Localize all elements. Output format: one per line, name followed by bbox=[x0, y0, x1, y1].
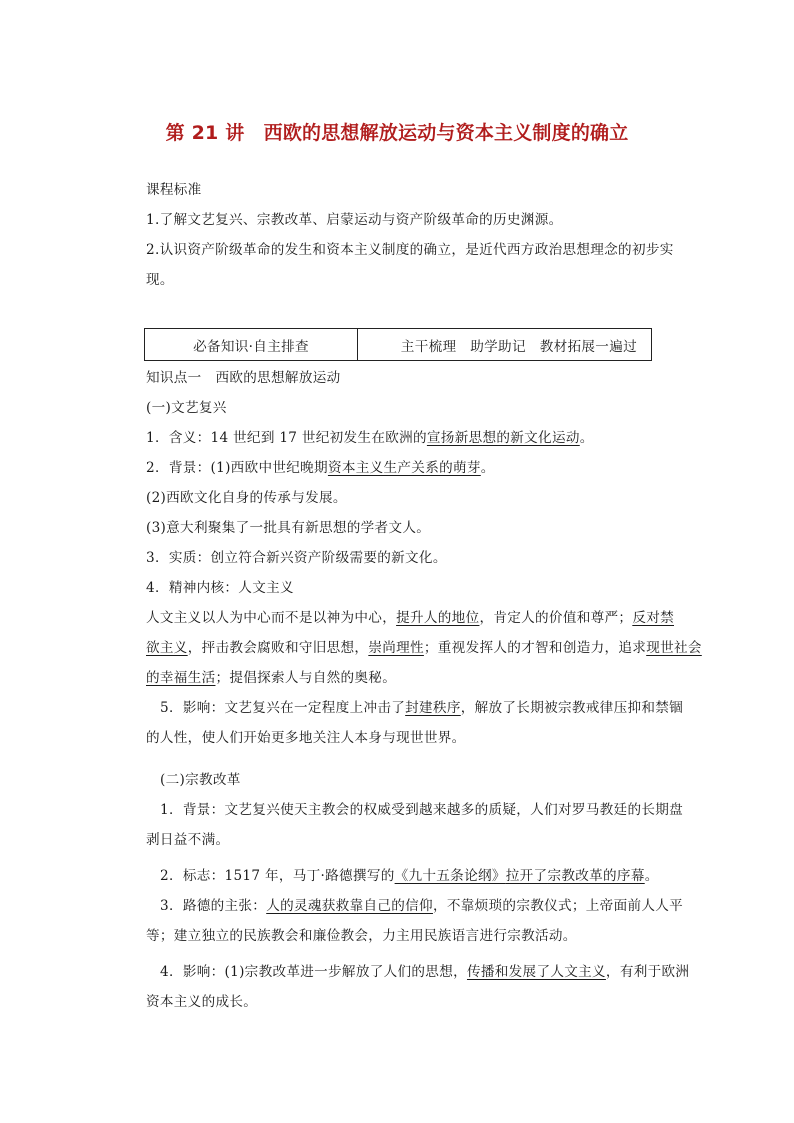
text-segment: 2．标志：1517 年，马丁·路德撰写的 bbox=[160, 868, 395, 884]
renaissance-background-2: (2)西欧文化自身的传承与发展。 bbox=[146, 490, 347, 506]
text-segment: 4．影响：(1)宗教改革进一步解放了人们的思想， bbox=[160, 964, 467, 980]
reformation-marker bbox=[160, 866, 700, 886]
text-segment: ，有利于欧洲 bbox=[605, 964, 690, 980]
text-segment: 1．含义：14 世纪到 17 世纪初发生在欧洲的 bbox=[146, 430, 427, 446]
banner-left-label: 必备知识·自主排查 bbox=[145, 329, 358, 360]
text-segment: ；提倡探索人与自然的奥秘。 bbox=[215, 670, 397, 686]
text-segment: 。 bbox=[579, 430, 594, 446]
text-segment: 人文主义以人为中心而不是以神为中心， bbox=[146, 610, 397, 626]
text-segment: ，肯定人的价值和尊严； bbox=[479, 610, 633, 626]
reformation-impact-line-2: 资本主义的成长。 bbox=[146, 994, 258, 1010]
text-segment: 。 bbox=[480, 460, 495, 476]
renaissance-background-3: (3)意大利聚集了一批具有新思想的学者文人。 bbox=[146, 520, 431, 536]
renaissance-essence: 3．实质：创立符合新兴资产阶级需要的新文化。 bbox=[146, 550, 447, 566]
underlined-key-term: 传播和发展了人文主义 bbox=[466, 964, 606, 980]
humanism-para-line-1 bbox=[146, 608, 686, 628]
humanism-para-line-3 bbox=[146, 668, 686, 688]
standard-item-2-line-1: 2.认识资产阶级革命的发生和资本主义制度的确立，是近代西方政治思想理念的初步实 bbox=[146, 242, 674, 258]
section-renaissance-heading: (一)文艺复兴 bbox=[146, 400, 227, 416]
underlined-key-term: 人的灵魂获救靠自己的信仰 bbox=[266, 898, 433, 914]
renaissance-definition bbox=[146, 428, 686, 448]
section-reformation-heading: (二)宗教改革 bbox=[160, 772, 241, 788]
text-segment: 2．背景：(1)西欧中世纪晚期 bbox=[146, 460, 328, 476]
text-segment: 5．影响：文艺复兴在一定程度上冲击了 bbox=[160, 700, 406, 716]
underlined-key-term: 现世社会 bbox=[646, 640, 702, 656]
reformation-background-line-1: 1．背景：文艺复兴使天主教会的权威受到越来越多的质疑，人们对罗马教廷的长期盘 bbox=[160, 802, 684, 818]
banner-right-label: 主干梳理 助学助记 教材拓展一遍过 bbox=[400, 338, 637, 355]
underlined-key-term: 宣扬新思想的新文化运动 bbox=[426, 430, 580, 446]
luther-claims-line-2: 等；建立独立的民族教会和廉俭教会，力主用民族语言进行宗教活动。 bbox=[146, 928, 577, 944]
renaissance-impact-line-1 bbox=[160, 698, 700, 718]
page-title: 第 21 讲 西欧的思想解放运动与资本主义制度的确立 bbox=[165, 122, 629, 144]
text-segment: ，抨击教会腐败和守旧思想， bbox=[187, 640, 369, 656]
text-segment: 3．路德的主张： bbox=[160, 898, 267, 914]
underlined-key-term: 欲主义 bbox=[146, 640, 188, 656]
renaissance-core-heading: 4．精神内核：人文主义 bbox=[146, 580, 294, 596]
underlined-key-term: 提升人的地位 bbox=[396, 610, 480, 626]
luther-claims-line-1 bbox=[160, 896, 700, 916]
underlined-key-term: 崇尚理性 bbox=[368, 640, 424, 656]
reformation-impact-line-1 bbox=[160, 962, 700, 982]
standard-item-2-line-2: 现。 bbox=[146, 272, 174, 288]
reformation-background-line-2: 剥日益不满。 bbox=[146, 832, 230, 848]
text-segment: ，不靠烦琐的宗教仪式；上帝面前人人平 bbox=[432, 898, 684, 914]
underlined-key-term: 反对禁 bbox=[632, 610, 674, 626]
renaissance-background-1 bbox=[146, 458, 686, 478]
humanism-para-line-2 bbox=[146, 638, 702, 658]
course-standard-heading: 课程标准 bbox=[146, 182, 202, 198]
knowledge-point-heading: 知识点一 西欧的思想解放运动 bbox=[146, 370, 341, 386]
underlined-key-term: 《九十五条论纲》 bbox=[394, 868, 506, 884]
underlined-key-term: 封建秩序 bbox=[405, 700, 461, 716]
renaissance-impact-line-2: 的人性，使人们开始更多地关注人本身与现世世界。 bbox=[146, 730, 466, 746]
text-segment: ，解放了长期被宗教戒律压抑和禁锢 bbox=[460, 700, 684, 716]
underlined-key-term: 资本主义生产关系的萌芽 bbox=[327, 460, 481, 476]
standard-item-1: 1.了解文艺复兴、宗教改革、启蒙运动与资产阶级革命的历史渊源。 bbox=[146, 212, 563, 228]
underlined-key-term: 宗教改革的序幕 bbox=[547, 868, 645, 884]
text-segment: 。 bbox=[644, 868, 659, 884]
section-banner bbox=[144, 328, 652, 361]
underlined-key-term: 的幸福生活 bbox=[146, 670, 216, 686]
text-segment: ；重视发挥人的才智和创造力，追求 bbox=[423, 640, 647, 656]
underlined-key-term: 拉开了 bbox=[505, 868, 548, 884]
